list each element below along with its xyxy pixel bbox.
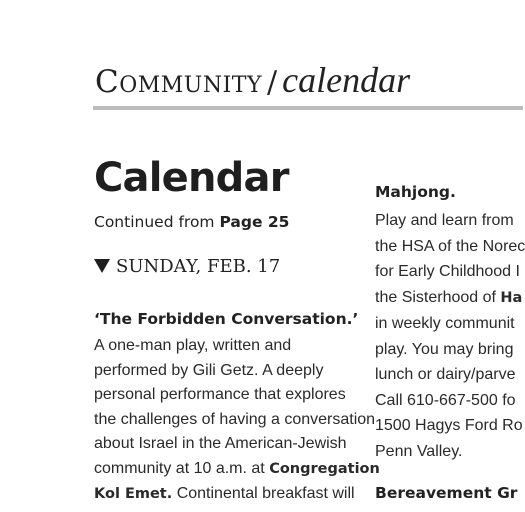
mahjong-line: Call 610-667-500 fo: [375, 391, 516, 409]
event-line-text: community at 10 a.m. at: [94, 459, 265, 477]
mahjong-line: lunch or dairy/parve: [375, 366, 516, 383]
continued-page: Page 25: [219, 213, 290, 231]
mahjong-title: Mahjong.: [375, 183, 456, 201]
header-rule: [93, 106, 523, 110]
event-line: the challenges of having a conversation: [94, 410, 376, 428]
mahjong-line: in weekly communit: [375, 315, 515, 332]
event-line: about Israel in the American-Jewish: [94, 435, 347, 453]
left-column: [94, 155, 380, 502]
event-line: [94, 482, 384, 507]
section-header: [95, 62, 410, 98]
event-description: [94, 334, 384, 506]
bereavement-title: Bereavement Gr: [375, 484, 518, 502]
event-line: performed by Gili Getz. A deeply: [94, 361, 324, 379]
event-title: ‘The Forbidden Conversation.’: [94, 310, 359, 328]
mahjong-line: Penn Valley.: [375, 442, 463, 460]
date-heading: [94, 256, 280, 277]
mahjong-description: [375, 208, 525, 464]
subsection-name: calendar: [282, 60, 411, 100]
event-line: [94, 457, 384, 482]
event-line: personal performance that explores: [94, 386, 346, 404]
mahjong-line: Play and learn from: [375, 212, 514, 229]
section-name: Community: [95, 64, 262, 100]
mahjong-line: 1500 Hagys Ford Ro: [375, 417, 523, 434]
venue-name: Kol Emet.: [94, 485, 173, 502]
mahjong-line: play. You may bring: [375, 340, 514, 358]
mahjong-line: for Early Childhood I: [375, 263, 520, 280]
date-heading-text: SUNDAY, FEB. 17: [116, 256, 281, 277]
right-column: [375, 178, 525, 512]
event-line-text: Continental breakfast will: [176, 484, 355, 502]
mahjong-line-text: the Sisterhood of: [375, 288, 496, 306]
mahjong-line: the HSA of the Norec: [375, 237, 525, 255]
page-title: Calendar: [94, 155, 289, 201]
organization-name: Ha: [500, 289, 523, 306]
event-line: A one-man play, written and: [94, 337, 292, 354]
section-separator: /: [267, 65, 278, 100]
continued-prefix: Continued from: [94, 213, 215, 231]
continued-note: [94, 213, 289, 231]
triangle-down-icon: [94, 259, 110, 273]
venue-name: Congregation: [269, 460, 380, 477]
mahjong-line: [375, 285, 525, 312]
